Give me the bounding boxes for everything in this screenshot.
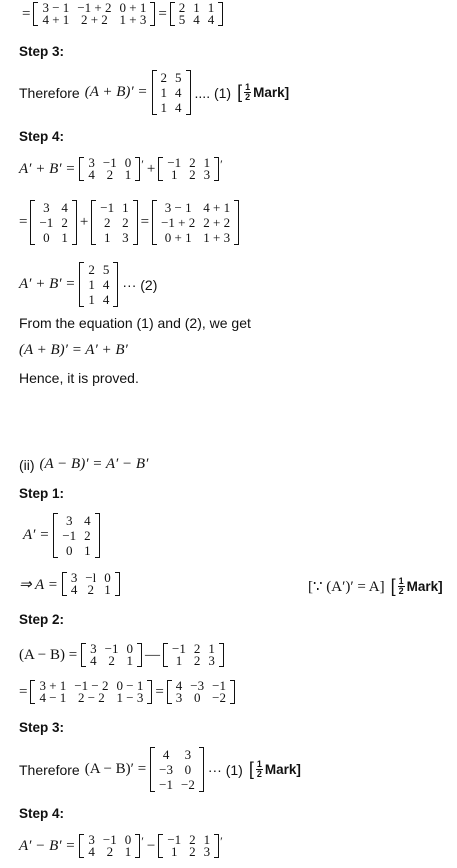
matrix xyxy=(79,157,140,181)
math-expr: A′ = xyxy=(23,527,50,543)
matrix xyxy=(91,200,137,245)
equation-row-0 xyxy=(19,2,223,26)
equation-step4-a: A′ + B′ = 3 −1 0 4 2 1 ′ + −1 2 1 1 2 3 ′ xyxy=(19,155,223,182)
matrix-cell: 4 + 1 xyxy=(203,200,231,215)
matrix-cell: 3 xyxy=(43,200,50,215)
math-expr: A′ − B′ = xyxy=(19,837,76,854)
matrix-cell: 1 + 3 xyxy=(203,230,231,245)
matrix-cell: 3 + 1 xyxy=(39,678,67,693)
matrix-cell: 4 xyxy=(175,85,182,100)
matrix-cell: −1 + 2 xyxy=(77,0,112,15)
matrix xyxy=(152,200,239,245)
equals-sign: = xyxy=(140,214,150,230)
plus-sign: + xyxy=(146,160,156,177)
matrix-cell: −1 xyxy=(167,155,182,170)
matrix-cell: 1 xyxy=(193,0,200,15)
matrix-cell: 1 xyxy=(171,844,178,859)
matrix-cell: −1 xyxy=(104,641,119,656)
math-expr: (A − B) = xyxy=(19,646,78,663)
matrix-cell: 5 xyxy=(175,70,182,85)
step-4b-heading: Step 4: xyxy=(19,806,65,821)
matrix-cell: 1 xyxy=(61,230,68,245)
step-2-heading: Step 2: xyxy=(19,612,65,627)
matrix xyxy=(30,200,76,245)
equation-ref: .... (1) xyxy=(194,84,232,101)
matrix-cell: 2 xyxy=(193,653,201,668)
matrix-cell: 2 xyxy=(87,582,95,597)
matrix-cell: 1 xyxy=(160,85,168,100)
matrix-cell: 2 xyxy=(122,215,129,230)
matrix-cell: −1 − 2 xyxy=(74,678,109,693)
plus-sign: + xyxy=(79,214,89,230)
matrix-cell: 2 xyxy=(189,832,196,847)
from-equation-text: From the equation (1) and (2), we get xyxy=(19,315,251,331)
matrix-cell: 0 xyxy=(193,690,201,705)
equation-step3 xyxy=(19,70,289,115)
matrix-cell: 3 xyxy=(90,641,97,656)
equation-step1-b xyxy=(19,572,120,596)
hence-text: Hence, it is proved. xyxy=(19,370,139,386)
step-4-heading: Step 4: xyxy=(19,129,65,144)
step-1-heading: Step 1: xyxy=(19,486,65,501)
matrix-cell: 1 xyxy=(124,844,132,859)
matrix xyxy=(79,834,140,858)
matrix-cell: 2 xyxy=(178,0,186,15)
equation-step2-a xyxy=(19,643,224,667)
matrix-cell: 2 + 2 xyxy=(80,12,108,27)
matrix-cell: 1 xyxy=(207,0,215,15)
matrix-cell: 1 xyxy=(103,230,111,245)
equation-step4-b xyxy=(19,200,239,245)
matrix-cell: 3 xyxy=(203,844,211,859)
matrix-cell: 1 xyxy=(88,277,95,292)
matrix-cell: 3 − 1 xyxy=(164,200,192,215)
matrix-cell: 4 xyxy=(207,12,215,27)
equation-step4-c xyxy=(19,262,157,307)
matrix-cell: 1 xyxy=(203,832,211,847)
math-expr: (A + B)′ = xyxy=(84,84,148,100)
matrix-cell: 2 xyxy=(189,167,196,182)
matrix-cell: 0 − 1 xyxy=(116,678,144,693)
matrix-cell: 2 − 2 xyxy=(77,690,105,705)
matrix-cell: 4 xyxy=(193,12,200,27)
matrix-cell: −1 xyxy=(172,641,186,656)
matrix-cell: −1 xyxy=(167,832,182,847)
matrix-cell: 1 + 3 xyxy=(119,12,147,27)
matrix-cell: 3 xyxy=(203,167,211,182)
matrix-cell: 4 xyxy=(88,844,95,859)
therefore-text: Therefore xyxy=(19,84,80,101)
because-note: [∵ (A′)′ = A] [ $\frac{1}{2}$ Mark] xyxy=(308,576,443,596)
equation-ref: ··· (2) xyxy=(122,276,158,293)
matrix-cell: 4 xyxy=(84,513,91,528)
matrix-cell: 3 − 1 xyxy=(42,0,70,15)
matrix-cell: 1 xyxy=(175,653,183,668)
step-3b-heading: Step 3: xyxy=(19,720,65,735)
equals-sign: = xyxy=(158,5,167,22)
matrix-cell: 1 xyxy=(126,653,134,668)
matrix-cell: 4 xyxy=(90,653,97,668)
matrix-cell: 2 + 2 xyxy=(203,215,231,230)
matrix xyxy=(33,2,155,26)
matrix-cell: −1 xyxy=(159,777,173,792)
equals-sign: = xyxy=(155,683,164,700)
matrix-cell: 0 xyxy=(126,641,134,656)
matrix-cell: 1 xyxy=(122,200,129,215)
matrix-cell: −1 xyxy=(62,528,77,543)
equals-sign: = xyxy=(22,5,31,22)
matrix-cell: −3 xyxy=(190,678,205,693)
matrix-cell: 4 + 1 xyxy=(42,12,70,27)
matrix-cell: −1 xyxy=(102,155,117,170)
matrix-cell: 4 xyxy=(162,747,170,762)
result-equation: (A + B)′ = A′ + B′ xyxy=(19,342,128,358)
half-mark: [ $\frac{1}{2}$ Mark] xyxy=(248,759,301,779)
matrix-cell: 0 xyxy=(66,543,73,558)
matrix-cell: −l xyxy=(85,570,97,585)
matrix xyxy=(163,643,224,667)
matrix-cell: 4 − 1 xyxy=(39,690,67,705)
matrix-cell: 1 xyxy=(88,292,95,307)
matrix xyxy=(79,262,118,307)
matrix xyxy=(152,70,191,115)
matrix-cell: 3 xyxy=(66,513,73,528)
matrix-cell: 2 xyxy=(193,641,201,656)
matrix-cell: 3 xyxy=(122,230,129,245)
matrix xyxy=(170,2,224,26)
math-expr: A′ + B′ = xyxy=(19,160,76,177)
matrix-cell: 1 xyxy=(208,641,215,656)
matrix-cell: 1 xyxy=(203,155,211,170)
matrix-cell: 4 xyxy=(61,200,68,215)
matrix-cell: −2 xyxy=(212,690,226,705)
matrix-cell: 1 xyxy=(160,100,168,115)
matrix xyxy=(81,643,142,667)
matrix xyxy=(158,157,219,181)
matrix xyxy=(158,834,219,858)
matrix-cell: 2 xyxy=(84,528,91,543)
minus-sign: — xyxy=(145,646,161,663)
matrix xyxy=(30,680,152,704)
matrix xyxy=(150,747,204,792)
step-3-heading: Step 3: xyxy=(19,44,65,59)
matrix-cell: 2 xyxy=(189,155,196,170)
math-expr: (A − B)′ = xyxy=(84,761,147,777)
matrix-cell: −3 xyxy=(159,762,173,777)
equation-step3b: Therefore (A − B)′ = 4 3 −3 0 −1 −2 ··· (1) [ $\frac{1}{2}$ Mark] xyxy=(19,747,301,792)
matrix-cell: 0 xyxy=(124,832,132,847)
matrix-cell: 0 + 1 xyxy=(164,230,192,245)
equals-sign: = xyxy=(19,214,28,230)
matrix xyxy=(62,572,120,596)
matrix-cell: 4 xyxy=(102,292,110,307)
math-expr: ⇒ A = xyxy=(19,576,58,593)
part-ii-heading: (ii) (A − B)′ = A′ − B′ xyxy=(19,456,149,473)
matrix-cell: 4 xyxy=(70,582,78,597)
equation-step1-a xyxy=(23,513,100,558)
equation-step2-b xyxy=(19,680,235,704)
matrix-cell: −1 xyxy=(39,215,54,230)
matrix-cell: 2 xyxy=(160,70,168,85)
matrix-cell: 4 xyxy=(175,100,182,115)
matrix-cell: 0 xyxy=(43,230,50,245)
matrix-cell: 4 xyxy=(102,277,110,292)
matrix-cell: 0 xyxy=(184,762,192,777)
matrix-cell: 1 xyxy=(84,543,91,558)
matrix-cell: 2 xyxy=(88,262,95,277)
math-expr: A′ + B′ = xyxy=(19,276,76,292)
matrix-cell: 1 − 3 xyxy=(116,690,144,705)
minus-sign: − xyxy=(146,837,156,854)
equation-ref: ··· (1) xyxy=(207,761,243,778)
matrix-cell: 4 xyxy=(175,678,183,693)
equals-sign: = xyxy=(19,683,28,700)
matrix xyxy=(53,513,99,558)
matrix-cell: −1 xyxy=(212,678,226,693)
matrix-cell: 1 xyxy=(104,582,111,597)
matrix-cell: 5 xyxy=(178,12,186,27)
matrix-cell: 5 xyxy=(102,262,110,277)
matrix-cell: 4 xyxy=(88,167,95,182)
matrix-cell: 3 xyxy=(184,747,192,762)
matrix-cell: 2 xyxy=(108,653,115,668)
equation-step4b: A′ − B′ = 3 −1 0 4 2 1 ′ − −1 2 1 1 2 3 ′ xyxy=(19,832,223,859)
matrix-cell: 0 xyxy=(124,155,132,170)
matrix xyxy=(167,680,235,704)
matrix-cell: 2 xyxy=(189,844,196,859)
matrix-cell: 2 xyxy=(61,215,68,230)
matrix-cell: 3 xyxy=(88,155,95,170)
matrix-cell: −1 xyxy=(102,832,117,847)
matrix-cell: 0 xyxy=(104,570,111,585)
matrix-cell: 3 xyxy=(175,690,183,705)
matrix-cell: 2 xyxy=(106,167,114,182)
matrix-cell: 1 xyxy=(171,167,178,182)
matrix-cell: 3 xyxy=(70,570,78,585)
half-mark: [ $\frac{1}{2}$ Mark] xyxy=(390,576,443,596)
half-mark: [ $\frac{1}{2}$ Mark] xyxy=(237,82,290,102)
matrix-cell: 3 xyxy=(88,832,95,847)
matrix-cell: 2 xyxy=(106,844,114,859)
matrix-cell: 2 xyxy=(103,215,111,230)
matrix-cell: −1 xyxy=(100,200,115,215)
matrix-cell: 1 xyxy=(124,167,132,182)
matrix-cell: −1 + 2 xyxy=(161,215,196,230)
matrix-cell: 3 xyxy=(208,653,215,668)
matrix-cell: −2 xyxy=(181,777,195,792)
matrix-cell: 0 + 1 xyxy=(119,0,147,15)
